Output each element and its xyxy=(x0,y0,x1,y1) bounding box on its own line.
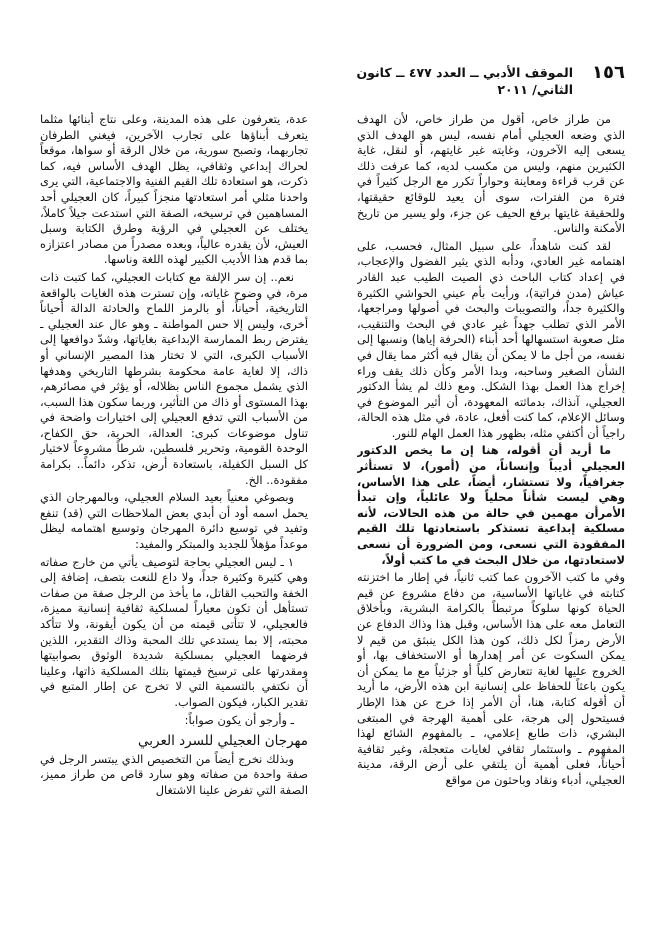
left-column xyxy=(40,112,308,912)
paragraph: وبصوغي معنياً بعيد السلام العجيلي، وبالمهرجان الذي يحمل اسمه أود أن أبدي بعض الملاحظات التي (قد) تنفع وتفيد في توسيع دائرة المهرجان وتوسيع اهتمامه ليظل موعداً مؤهلاً للجديد والمبتكر والمفيد: xyxy=(40,490,308,552)
paragraph: لقد كنت شاهداً، على سبيل المثال، فحسب، على اهتمامه غير العادي، ودأبه الذي يثير الفضول والإعجاب، في إعداد كتاب الباحث ذي الصيت الطيب عبد القادر عياش (مدن فراتية)، ورأيت بأم عيني الحواشي الكثيرة والكثيرة جداً، والتصويبات والبحث في أصولها ومراجعها، الأمر الذي تطلب جهداً غير عادي في البحث والتنقيب، مثل صعوبة استسهالها أحد أبناء (الحرفة إياها) ونسبها إلى نفسه، من أجل ما لا يمكن أن يقال فيه أكثر مما يقال في الشأن الصغير وساحبه، وبدا الأمر وكأن ذلك يقف وراء إخراج هذا العمل بهذا الشكل. ومع ذلك لم يشأ الدكتور العجيلي، آنذاك، بدماثته المعهودة، أن أثير الموضوع في وسائل الإعلام، كما كنت أفعل، عادة، في مثل هذه الحالة، راجياً أن أكتفي مثله، بظهور هذا العمل الهام للنور. xyxy=(357,238,625,440)
paragraph: نعم.. إن سر الإلفة مع كتابات العجيلي، كما كتبت ذات مرة، في وضوح غاياته، وإن تسترت هذه الغايات بالواقعة التاريخية، أحياناً، أو بالرمز اللماح والحادثة الدالة أحياناً أخرى، وليس إلا حس المواطنة ـ وهو عال عند العجيلي ـ يفترض ربط الممارسة الإبداعية بغاياتها، وشدّ دوافعها إلى الأسباب الكبرى، التي لا تختار هذا المصير الإنساني أو ذاك، إلا لغاية عامة محكومة بشرطها التاريخي وهدفها الذي يشمل مجموع الناس بظلاله، أو يؤثر في مصائرهم، بهذا المستوى أو ذاك من التأثير، وربما سكون هذا السبب، من الأسباب التي تدفع العجيلي إلى اختيارات واضحة في تناول موضوعات كبرى: العدالة، الحرية، حق الكفاح، الوحدة القومية، وتحرير فلسطين، شرطاً مشروعاً لاختيار كل السبل الكفيلة، باستعادة أرض، تذكر، دائماً.. بكرامة مفقودة.. الخ. xyxy=(40,269,308,487)
page-header xyxy=(36,62,625,102)
paragraph: وفي ما كتب الآخرون عما كتب ثانياً، في إطار ما اختزنته كتابته في غاياتها الأساسية، من دفاع مشروع عن قيم الحياة كونها سلوكاً مرتبطاً بالكرامة البشرية، وبأخلاق التعامل معه على هذا الأساس، وقبل هذا وذاك الدفاع عن الأرض رمزاً لكل ذلك، كون هذا الكل ينبثق من قيم لا يمكن السكوت عن أمر إهدارها أو الاستخفاف بها، أو الخروج عليها لغاية تتعارض كلياً أو جزئياً مع ما يمكن أن يكون باعثاً للحفاظ على إنسانية ابن هذه الأرض، ما أريد أن أقوله كتابة، هنا، أن الأمر إذا خرج عن هذا الإطار فسيتحول إلى هرجة، على أهمية الهرجة في المبتغى البشري، ذات طابع إعلامي، ـ بالمفهوم الشائع لهذا المفهوم ـ واستثمار ثقافي لغايات متعجلة، وغير ثقافية أحياناً، فعلى أهمية أن يلتقي على أرض الرقة، مدينة العجيلي، أدباء ونقاد وباحثون من مواقع xyxy=(357,570,625,787)
bold-paragraph: ما أريد أن أقوله، هنا إن ما يخص الدكتور العجيلي أديباً وإنساناً، من (أمور)، لا تستأثر جغرافياً، ولا تستشار، أيضاً، على هذا الأساس، وهي ليست شأناً محلياً ولا عائلياً، وإن تبدأ الأمرأن مهمين في حالة من هذه الحالات، لأنه مسلكية إبداعية تستذكر باستعادتها تلك القيم المفقودة التي نسعى، ومن الضرورة أن نسعى لاستعادتها، من خلال البحث في ما كتب أولاً، xyxy=(357,443,625,567)
page-number: ١٥٦ xyxy=(592,62,625,83)
paragraph: ـ وأرجو أن يكون صواباً: xyxy=(184,712,294,727)
paragraph: وبذلك نخرج أيضاً من التخصيص الذي يبتسر الرجل في صفة واحدة من صفاته وهو سارد قاص من طراز مميز، الصفة التي تفرض علينا الاشتغال xyxy=(40,751,308,797)
section-heading: مهرجان العجيلي للسرد العربي xyxy=(138,733,308,750)
right-column xyxy=(357,112,625,912)
paragraph: ١ ـ ليس العجيلي بحاجة لتوصيف يأتي من خارج صفاته وهي كثيرة وكثيرة جداً، ولا داع للنعت بتصف، إضافة إلى الخفة والتحبب القاتل، ما يأخذ من الرجل صفة من صفات تستأهل أن تكون معياراً لمسلكية ثقافية إنسانية مميزة، فالعجيلي، لا تتأتى قيمته من أن يكون أيقونة، ولا تتأكد محبته، إلا بما يستدعي تلك المحبة وذاك التقدير، اللذين فرضهما العجيلي بمسلكية شديدة الوثوق بصوابيتها ومقدرتها على ترسيخ قيمتها بتلك المسلكية ذاتها، وعلينا أن نكتفي بالتسمية التي لا تخرج عن إطار المتبع في تقدير الكبار، فيكون الصواب. xyxy=(40,554,308,709)
paragraph: عدة، يتعرفون على هذه المدينة، وعلى نتاج أبنائها مثلما يتعرف أبناؤها على تجارب الآخرين، فيغني الطرفان تجاربهما، وتصبح سورية، من خلال الرقة أو سواها، موقعاً لحراك إبداعي وثقافي، يظل الهدف الأساس فيه، كما ذكرت، هو استعادة تلك القيم الفنية والاجتماعية، التي يرى واحدنا مثلي أمر استعادتها منجزاً كبيراً، كان العجيلي أحد المساهمين في ترسيخه، الصفة التي استدعت جيلاً كاملاً، يختلف عن العجيلي في الرؤية وطرق الكتابة وسبل العيش، لأن يقدره عالياً، وبعده مصدراً من مصادر اعتزازه بما قدم هذا الأديب الكبير لهذه اللغة وناسها. xyxy=(40,112,308,267)
paragraph: من طراز خاص، أقول من طراز خاص، لأن الهدف الذي وضعه العجيلي أمام نفسه، ليس هو الهدف الذي يسعى إليه الآخرون، وغايته غير غايتهم، أو لنقل، غاية الكثيرين منهم، وليس من مكسب لديه، كما عرفت ذلك عن قرب قراءة ومعاينة وحواراً تكرر مع الرجل كثيراً في فترة من الفترات، سوى أن يعيد للوقائع حقيقتها، وللحقيقة غايتها برفع الحيف عن جزء، ولو يسير من تاريخ الأمكنة والناس. xyxy=(357,112,625,236)
running-title: الموقف الأدبي ــ العدد ٤٧٧ ــ كانون الثاني/ ٢٠١١ xyxy=(356,65,573,97)
